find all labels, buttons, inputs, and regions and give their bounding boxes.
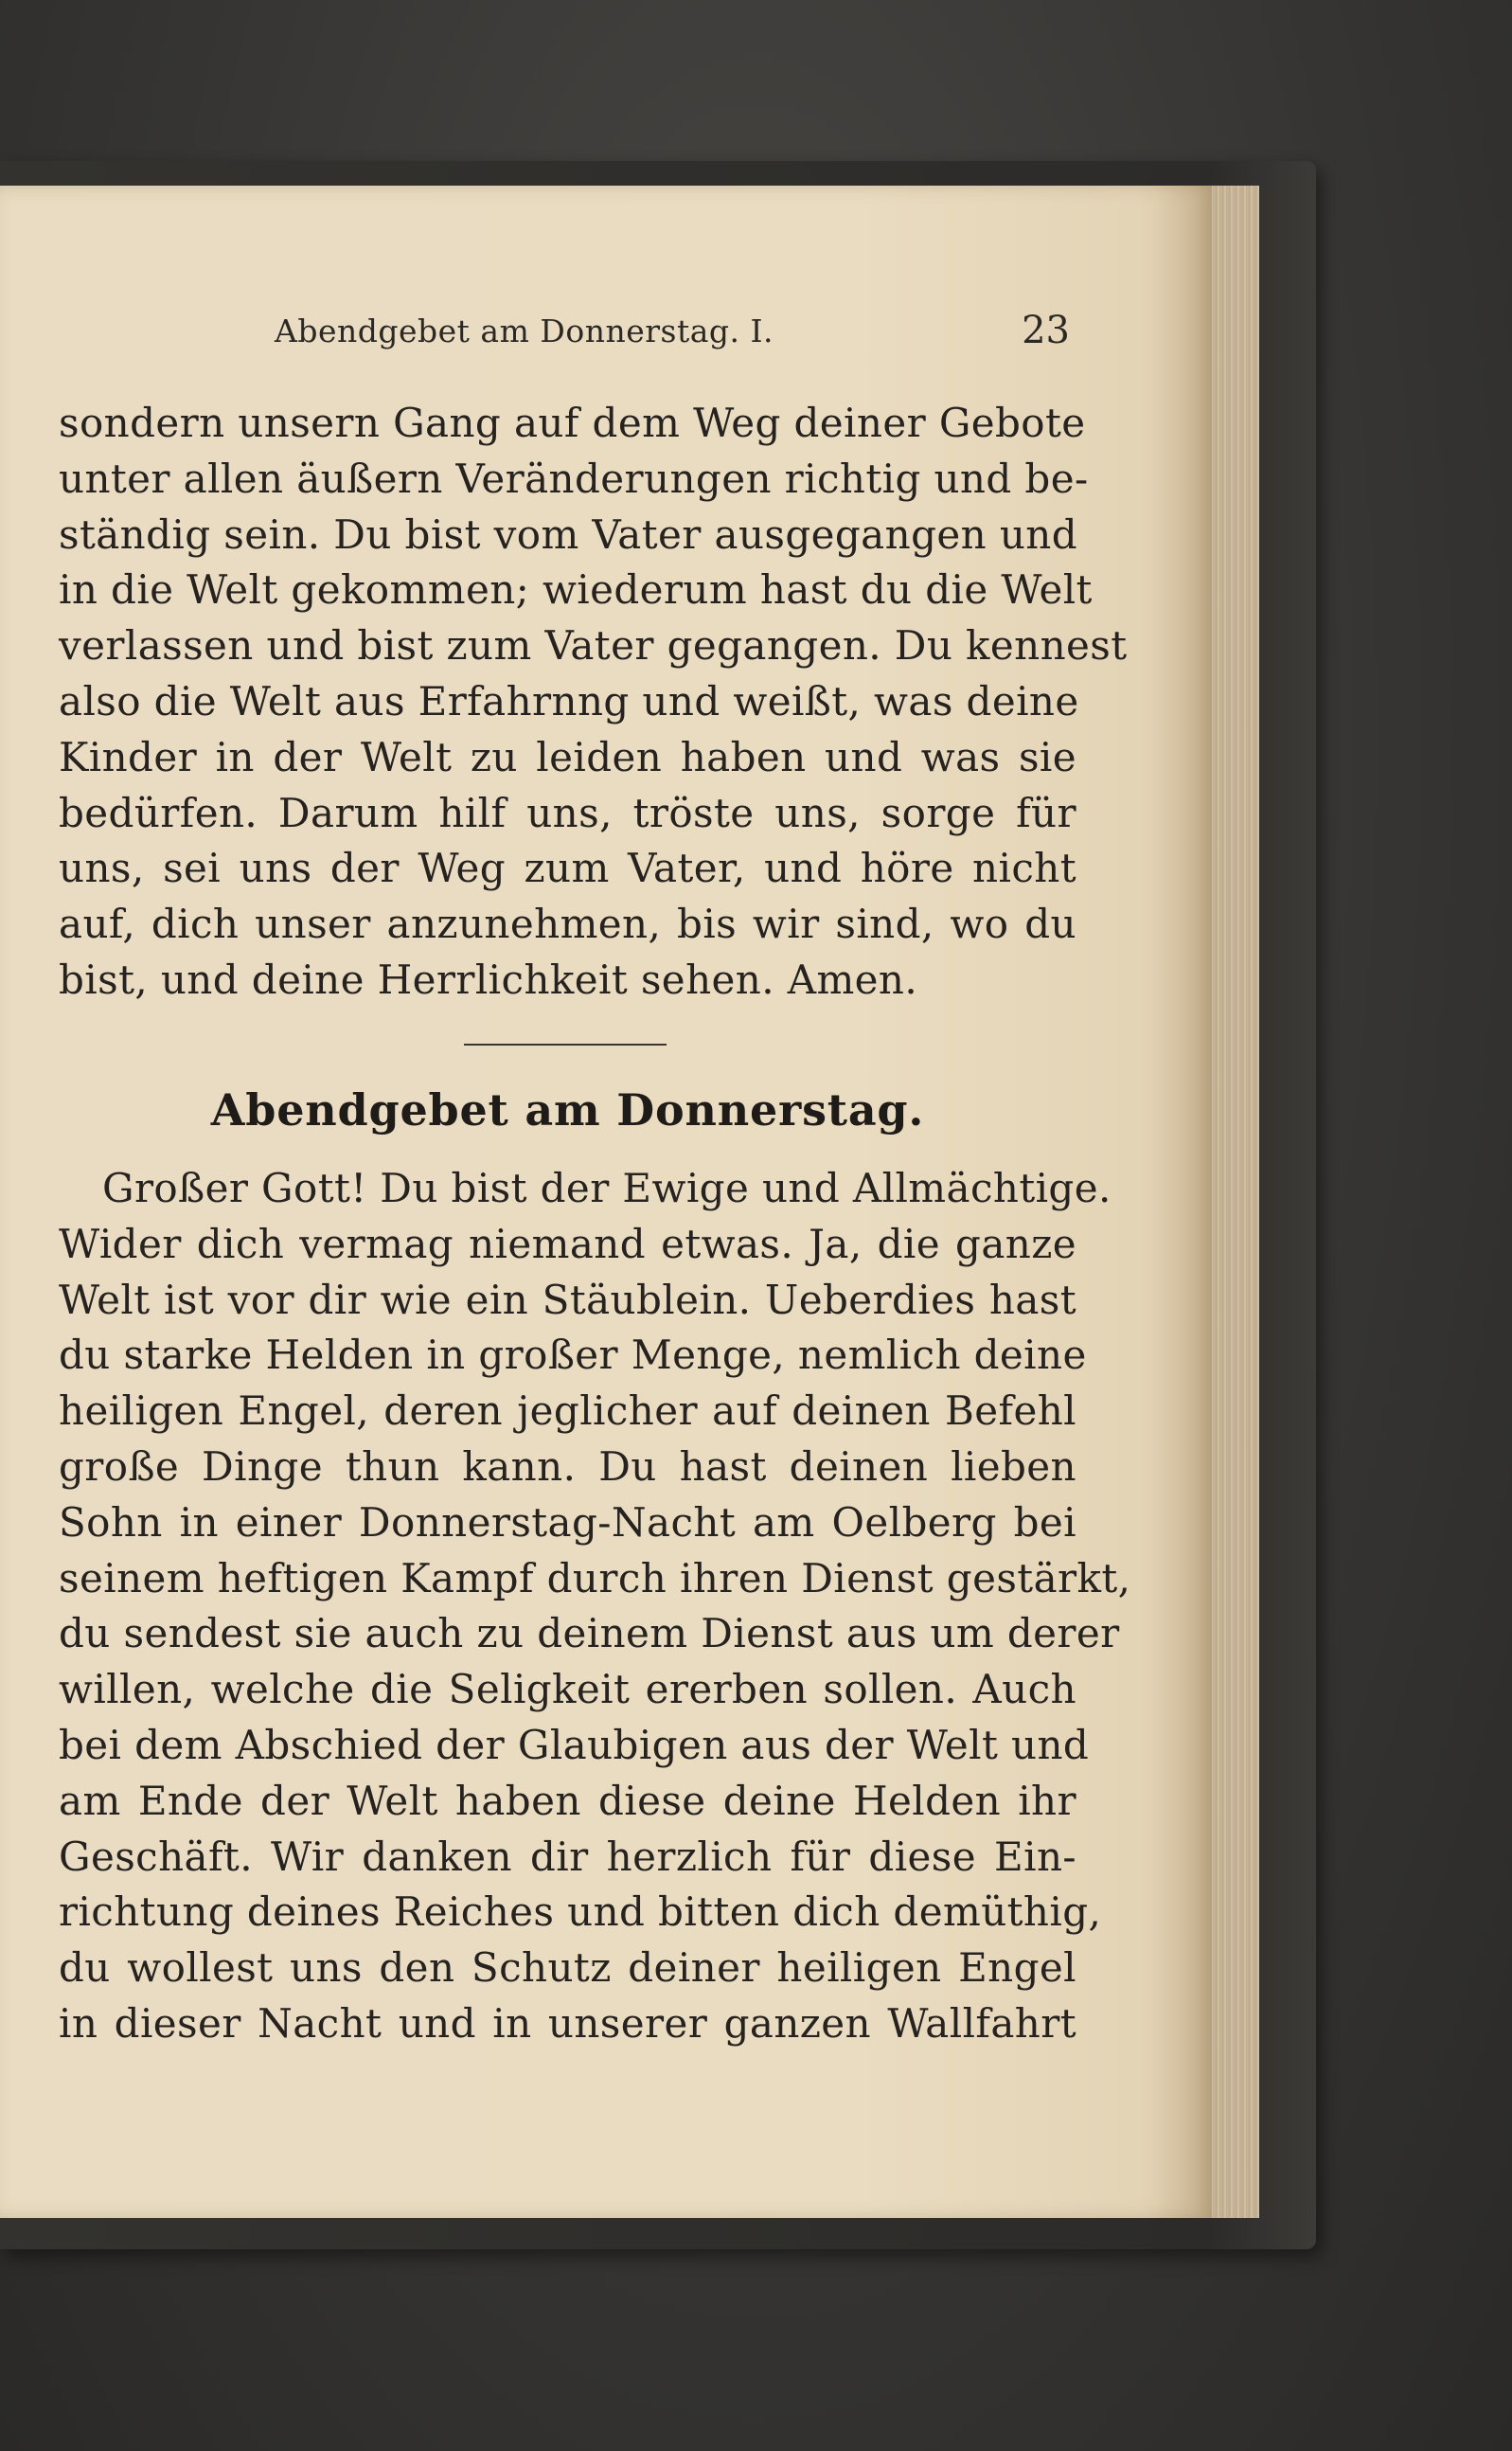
text-line: Kinder in der Welt zu leiden haben und was sie	[59, 733, 1076, 780]
text-line: uns, sei uns der Weg zum Vater, und höre nicht	[59, 845, 1076, 892]
text-line: bist, und deine Herrlichkeit sehen. Amen.	[59, 956, 918, 1003]
text-line: auf, dich unser anzunehmen, bis wir sind, wo du	[59, 901, 1076, 948]
text-line: in dieser Nacht und in unserer ganzen Wallfahrt	[59, 1999, 1076, 2047]
text-line: verlassen und bist zum Vater gegangen. Du kennest	[59, 622, 1128, 670]
text-line: Geschäft. Wir danken dir herzlich für diese Ein-	[59, 1833, 1076, 1880]
text-line: Welt ist vor dir wie ein Stäublein. Ueberdies hast	[59, 1276, 1076, 1323]
text-line: Sohn in einer Donnerstag-Nacht am Oelberg bei	[59, 1498, 1076, 1546]
text-line: große Dinge thun kann. Du hast deinen lieben	[59, 1442, 1076, 1490]
text-line: in die Welt gekommen; wiederum hast du die Welt	[59, 566, 1093, 614]
text-line: also die Welt aus Erfahrnng und weißt, was deine	[59, 677, 1079, 725]
text-line: sondern unsern Gang auf dem Weg deiner Gebote	[59, 400, 1086, 446]
prayer-paragraph	[59, 1161, 1131, 2052]
text-line: Großer Gott! Du bist der Ewige und Allmächtige.	[102, 1165, 1112, 1211]
text-line: bedürfen. Darum hilf uns, tröste uns, sorge für	[59, 789, 1076, 836]
text-line: heiligen Engel, deren jeglicher auf deinen Befehl	[59, 1387, 1076, 1435]
text-line: ständig sein. Du bist vom Vater ausgegangen und	[59, 510, 1077, 558]
text-line: du sendest sie auch zu deinem Dienst aus um derer	[59, 1610, 1120, 1657]
text-line: Wider dich vermag niemand etwas. Ja, die ganze	[59, 1220, 1076, 1267]
page-number: 23	[1022, 309, 1070, 352]
text-line: am Ende der Welt haben diese deine Helden ihr	[59, 1777, 1076, 1824]
running-head	[275, 309, 1070, 360]
section-heading: Abendgebet am Donnerstag.	[210, 1084, 925, 1136]
continuation-paragraph	[59, 396, 1128, 1009]
page-curl-shadow	[1155, 186, 1212, 2218]
text-line: unter allen äußern Veränderungen richtig und be-	[59, 455, 1089, 502]
section-divider	[464, 1044, 667, 1046]
text-line: du wollest uns den Schutz deiner heiligen Engel	[59, 1944, 1076, 1992]
running-title: Abendgebet am Donnerstag. I.	[275, 313, 774, 349]
text-line: richtung deines Reiches und bitten dich demüthig,	[59, 1888, 1102, 1936]
text-line: du starke Helden in großer Menge, nemlich deine	[59, 1332, 1087, 1379]
text-line: willen, welche die Seligkeit ererben sollen. Auch	[59, 1666, 1076, 1713]
text-line: bei dem Abschied der Glaubigen aus der Welt und	[59, 1721, 1090, 1768]
text-line: seinem heftigen Kampf durch ihren Dienst gestärkt,	[59, 1554, 1131, 1601]
